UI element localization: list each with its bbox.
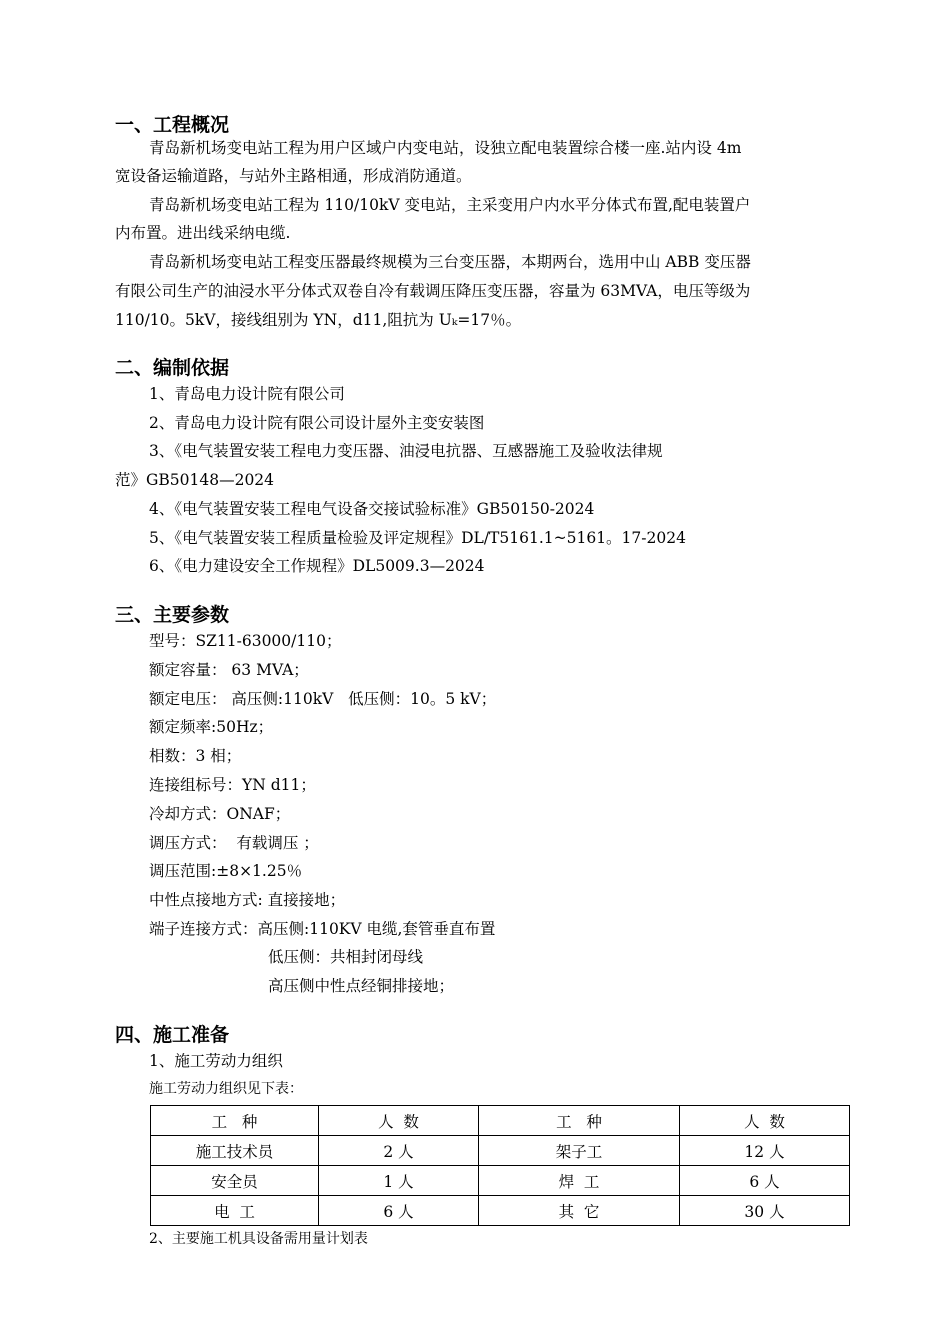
basis-item-continuation: 范》GB50148—2024	[115, 471, 275, 489]
count-cell: 1 人	[319, 1166, 479, 1196]
section-title-parameters: 三、主要参数	[115, 604, 230, 626]
parameter-terminal-neutral: 高压侧中性点经铜排接地；	[268, 977, 455, 995]
header-trade: 工 种	[151, 1106, 319, 1136]
section-title-overview: 一、工程概况	[115, 114, 230, 136]
parameter-connection-group: 连接组标号：YN d11；	[149, 776, 316, 794]
overview-para-1-line-1: 青岛新机场变电站工程为用户区域户内变电站，设独立配电装置综合楼一座.站内设 4m	[149, 139, 742, 157]
trade-cell: 电 工	[151, 1196, 319, 1226]
overview-para-2-line-2: 内布置。进出线采纳电缆.	[115, 224, 291, 242]
header-count: 人 数	[680, 1106, 850, 1136]
labor-subheading: 1、施工劳动力组织	[149, 1052, 283, 1070]
parameter-frequency: 额定频率:50Hz；	[149, 718, 274, 736]
parameter-terminal-low-side: 低压侧：共相封闭母线	[268, 948, 424, 966]
overview-para-1-line-2: 宽设备运输道路，与站外主路相通，形成消防通道。	[115, 167, 472, 185]
trade-cell: 安全员	[151, 1166, 319, 1196]
parameter-voltage: 额定电压： 高压侧:110kV 低压侧：10。5 kV；	[149, 690, 497, 708]
trade-cell: 架子工	[479, 1136, 680, 1166]
header-trade: 工 种	[479, 1106, 680, 1136]
trade-cell: 焊 工	[479, 1166, 680, 1196]
labor-table-caption: 施工劳动力组织见下表：	[149, 1081, 303, 1097]
trade-cell: 施工技术员	[151, 1136, 319, 1166]
parameter-cooling: 冷却方式：ONAF；	[149, 805, 291, 823]
count-cell: 2 人	[319, 1136, 479, 1166]
basis-item: 4、《电气装置安装工程电气设备交接试验标准》GB50150-2024	[149, 500, 595, 518]
count-cell: 12 人	[680, 1136, 850, 1166]
parameter-phases: 相数：3 相；	[149, 747, 242, 765]
overview-para-3-line-2: 有限公司生产的油浸水平分体式双卷自冷有载调压降压变压器，容量为 63MVA，电压等级为	[115, 282, 751, 300]
basis-item: 3、《电气装置安装工程电力变压器、油浸电抗器、互感器施工及验收法律规	[149, 442, 663, 460]
count-cell: 6 人	[319, 1196, 479, 1226]
table-row	[151, 1136, 850, 1166]
overview-para-3-line-3: 110/10。5kV，接线组别为 YN，d11,阻抗为 Uₖ=17％。	[115, 311, 522, 329]
header-count: 人 数	[319, 1106, 479, 1136]
trade-cell: 其 它	[479, 1196, 680, 1226]
section-title-preparation: 四、施工准备	[115, 1024, 230, 1046]
labor-table	[150, 1105, 850, 1226]
parameter-neutral-grounding: 中性点接地方式: 直接接地；	[149, 891, 346, 909]
basis-item: 5、《电气装置安装工程质量检验及评定规程》DL/T5161.1~5161。17-2024	[149, 529, 686, 547]
parameter-regulation-mode: 调压方式： 有载调压 ；	[149, 834, 319, 852]
table-row	[151, 1196, 850, 1226]
basis-item: 1、青岛电力设计院有限公司	[149, 385, 345, 403]
section-title-basis: 二、编制依据	[115, 357, 230, 379]
parameter-model: 型号：SZ11-63000/110；	[149, 632, 342, 650]
basis-item: 6、《电力建设安全工作规程》DL5009.3—2024	[149, 557, 485, 575]
table-row	[151, 1166, 850, 1196]
table-header-row	[151, 1106, 850, 1136]
parameter-terminal-connection: 端子连接方式：高压侧:110KV 电缆,套管垂直布置	[149, 920, 496, 938]
equipment-subheading: 2、主要施工机具设备需用量计划表	[149, 1231, 368, 1247]
parameter-regulation-range: 调压范围:±8×1.25％	[149, 862, 303, 880]
parameter-capacity: 额定容量： 63 MVA；	[149, 661, 309, 679]
overview-para-3-line-1: 青岛新机场变电站工程变压器最终规模为三台变压器，本期两台，选用中山 ABB 变压器	[149, 253, 751, 271]
basis-item: 2、青岛电力设计院有限公司设计屋外主变安装图	[149, 414, 485, 432]
overview-para-2-line-1: 青岛新机场变电站工程为 110/10kV 变电站，主采变用户内水平分体式布置,配电装置户	[149, 196, 751, 214]
count-cell: 6 人	[680, 1166, 850, 1196]
count-cell: 30 人	[680, 1196, 850, 1226]
